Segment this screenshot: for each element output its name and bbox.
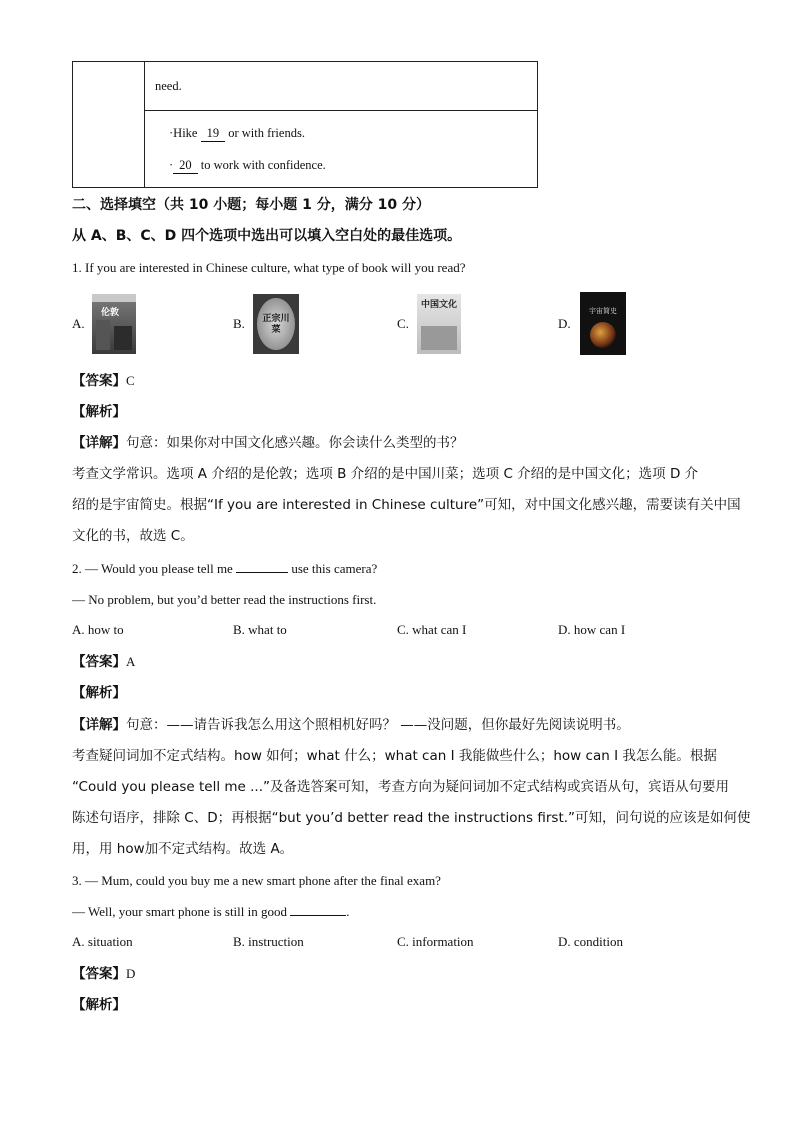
q2-explain-line: 用，用 how加不定式结构。故选 A。 bbox=[72, 841, 294, 857]
q1-option-c-cover: 中国文化 bbox=[417, 294, 461, 354]
q3-analysis-label: 【解析】 bbox=[72, 997, 126, 1013]
q2-option-d: D. how can I bbox=[558, 622, 626, 637]
q2-explain-line: 陈述句语序，排除 C、D；再根据“but you’d better read the instructions first.”可知，问句说的应该是如何使 bbox=[72, 810, 751, 826]
q1-option-b-letter: B. bbox=[233, 316, 245, 331]
blank-19: 19 bbox=[201, 127, 226, 142]
q1-explain-line: 绍的是宇宙简史。根据“If you are interested in Chinese culture”可知，对中国文化感兴趣，需要读有关中国 bbox=[72, 497, 741, 513]
q1-analysis-label: 【解析】 bbox=[72, 404, 126, 420]
q2-analysis-label: 【解析】 bbox=[72, 685, 126, 701]
q1-option-a-letter: A. bbox=[72, 316, 85, 331]
q3-option-b: B. instruction bbox=[233, 934, 304, 949]
table-row1-text: need. bbox=[155, 79, 182, 93]
q3-answer: 【答案】D bbox=[72, 966, 136, 982]
q3-stem: 3. — Mum, could you buy me a new smart phone after the final exam? bbox=[72, 873, 441, 888]
q1-option-a-cover: 伦敦 bbox=[92, 294, 136, 354]
table-row2-line1: ·Hike 19 or with friends. bbox=[169, 126, 305, 140]
q1-option-b-cover: 正宗川菜 bbox=[253, 294, 299, 354]
q2-reply: — No problem, but you’d better read the instructions first. bbox=[72, 592, 377, 607]
q2-answer: 【答案】A bbox=[72, 654, 136, 670]
table-row2-line2: · 20 to work with confidence. bbox=[169, 158, 326, 172]
q1-stem: 1. If you are interested in Chinese culture, what type of book will you read? bbox=[72, 260, 466, 275]
q2-stem: 2. — Would you please tell me use this camera? bbox=[72, 561, 378, 576]
q3-option-a: A. situation bbox=[72, 934, 133, 949]
q3-option-c: C. information bbox=[397, 934, 474, 949]
q2-explain-line: “Could you please tell me ...”及备选答案可知，考查方向为疑问词加不定式结构或宾语从句，宾语从句要用 bbox=[72, 779, 729, 795]
q3-option-d: D. condition bbox=[558, 934, 623, 949]
q2-option-a: A. how to bbox=[72, 622, 124, 637]
q2-option-c: C. what can I bbox=[397, 622, 467, 637]
table-left-column bbox=[73, 62, 145, 187]
q2-explain-line: 考查疑问词加不定式结构。how 如何；what 什么；what can I 我能做些什么；how can I 我怎么能。根据 bbox=[72, 748, 717, 764]
q2-blank bbox=[236, 560, 288, 573]
q1-explain-line: 考查文学常识。选项 A 介绍的是伦敦；选项 B 介绍的是中国川菜；选项 C 介绍的是中国文化；选项 D 介 bbox=[72, 466, 699, 482]
q3-reply: — Well, your smart phone is still in good . bbox=[72, 904, 350, 919]
table-fragment bbox=[72, 61, 538, 188]
q1-option-c-letter: C. bbox=[397, 316, 409, 331]
blank-20: 20 bbox=[173, 159, 198, 174]
q1-answer: 【答案】C bbox=[72, 373, 135, 389]
q1-option-d-cover: 宇宙简史 bbox=[580, 292, 626, 355]
q1-detail: 【详解】句意：如果你对中国文化感兴趣。你会读什么类型的书？ bbox=[72, 435, 464, 451]
section-heading: 二、选择填空（共 10 小题；每小题 1 分，满分 10 分） bbox=[72, 197, 430, 213]
q3-blank bbox=[290, 903, 346, 916]
q1-option-d-letter: D. bbox=[558, 316, 571, 331]
q1-explain-line: 文化的书，故选 C。 bbox=[72, 528, 194, 544]
table-row-divider bbox=[145, 110, 537, 111]
section-instruction: 从 A、B、C、D 四个选项中选出可以填入空白处的最佳选项。 bbox=[72, 228, 462, 244]
q2-detail: 【详解】句意：——请告诉我怎么用这个照相机好吗？ ——没问题，但你最好先阅读说明书。 bbox=[72, 717, 630, 733]
q2-option-b: B. what to bbox=[233, 622, 287, 637]
